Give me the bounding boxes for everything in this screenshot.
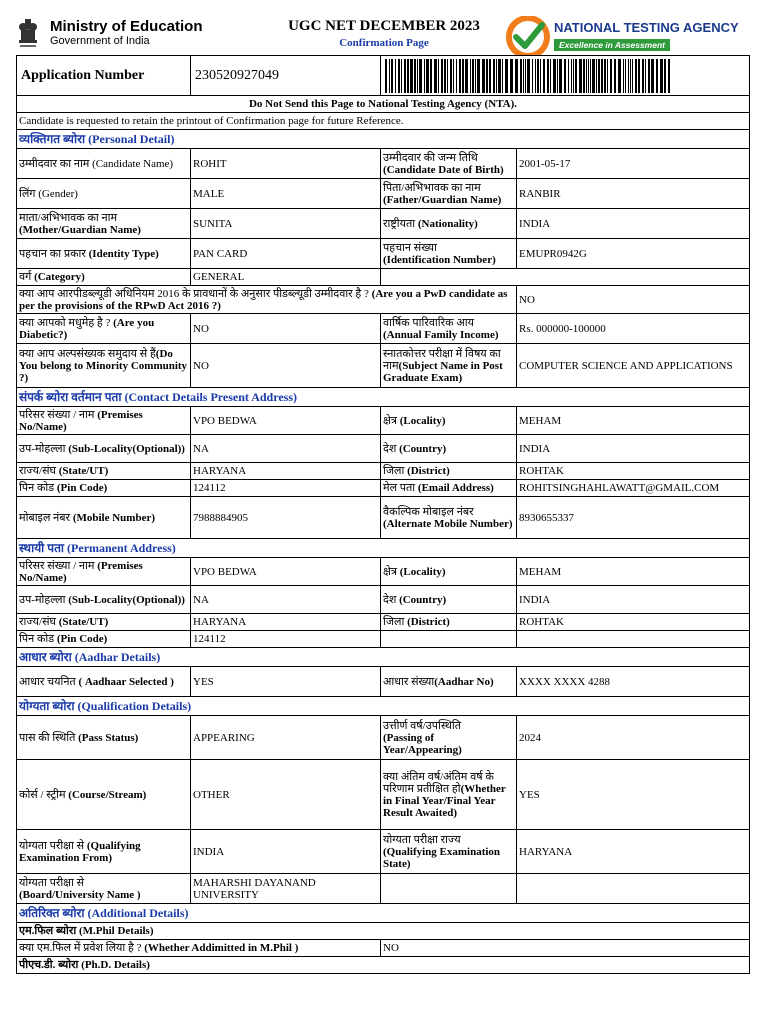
section-permanent: स्थायी पता (Permanent Address) [17, 539, 750, 558]
label-final-year: क्या अंतिम वर्ष/अंतिम वर्ष के परिणाम प्रतीक्षित हो(Whether in Final Year/Final Year Result Awaited) [381, 760, 517, 830]
value-mphil-admitted: NO [381, 940, 750, 957]
value-alt-mobile: 8930655337 [517, 497, 750, 539]
label-email: मेल पता (Email Address) [381, 480, 517, 497]
label-minority: क्या आप अल्पसंख्यक समुदाय से हैं(Do You belong to Minority Community ?) [17, 344, 191, 388]
confirmation-table [16, 55, 750, 974]
label-category: वर्ग (Category) [17, 269, 191, 286]
label-board-university: योग्यता परीक्षा से (Board/University Name ) [17, 874, 191, 904]
label-perm-state: राज्य/संघ (State/UT) [17, 614, 191, 631]
label-gender: लिंग (Gender) [17, 179, 191, 209]
label-locality: क्षेत्र (Locality) [381, 407, 517, 435]
value-state: HARYANA [191, 463, 381, 480]
label-perm-premises: परिसर संख्या / नाम (Premises No/Name) [17, 558, 191, 586]
section-contact: संपर्क ब्योरा वर्तमान पता (Contact Details Present Address) [17, 388, 750, 407]
label-income: वार्षिक पारिवारिक आय (Annual Family Income) [381, 314, 517, 344]
label-pass-status: पास की स्थिति (Pass Status) [17, 716, 191, 760]
barcode-cell [381, 56, 750, 96]
label-mobile: मोबाइल नंबर (Mobile Number) [17, 497, 191, 539]
value-perm-district: ROHTAK [517, 614, 750, 631]
label-perm-sublocality: उप-मोहल्ला (Sub-Locality(Optional)) [17, 586, 191, 614]
label-aadhaar-selected: आधार चयनित ( Aadhaar Selected ) [17, 667, 191, 697]
value-gender: MALE [191, 179, 381, 209]
barcode-icon [385, 59, 670, 93]
value-board-university: MAHARSHI DAYANAND UNIVERSITY [191, 874, 381, 904]
value-diabetic: NO [191, 314, 381, 344]
label-pg-subject: स्नातकोत्तर परीक्षा में विषय का नाम(Subject Name in Post Graduate Exam) [381, 344, 517, 388]
value-email: ROHITSINGHAHLAWATT@GMAIL.COM [517, 480, 750, 497]
value-pass-status: APPEARING [191, 716, 381, 760]
label-perm-pin: पिन कोड (Pin Code) [17, 631, 191, 648]
label-diabetic: क्या आपको मधुमेह है ? (Are you Diabetic?) [17, 314, 191, 344]
label-identity-type: पहचान का प्रकार (Identity Type) [17, 239, 191, 269]
label-aadhar-number: आधार संख्या(Aadhar No) [381, 667, 517, 697]
value-candidate-name: ROHIT [191, 149, 381, 179]
value-mobile: 7988884905 [191, 497, 381, 539]
value-mother: SUNITA [191, 209, 381, 239]
value-minority: NO [191, 344, 381, 388]
value-pin: 124112 [191, 480, 381, 497]
phd-details-title: पीएच.डी. ब्योरा (Ph.D. Details) [17, 957, 750, 974]
label-country: देश (Country) [381, 435, 517, 463]
page-header [0, 0, 768, 55]
exam-title: UGC NET DECEMBER 2023 [288, 18, 480, 34]
value-course: OTHER [191, 760, 381, 830]
value-perm-locality: MEHAM [517, 558, 750, 586]
value-aadhaar-selected: YES [191, 667, 381, 697]
label-nationality: राष्ट्रीयता (Nationality) [381, 209, 517, 239]
label-course: कोर्स / स्ट्रीम (Course/Stream) [17, 760, 191, 830]
label-perm-locality: क्षेत्र (Locality) [381, 558, 517, 586]
label-dob: उम्मीदवार की जन्म तिथि (Candidate Date of Birth) [381, 149, 517, 179]
value-pwd: NO [517, 286, 750, 314]
value-perm-sublocality: NA [191, 586, 381, 614]
label-qual-exam-state: योग्यता परीक्षा राज्य (Qualifying Examination State) [381, 830, 517, 874]
value-father: RANBIR [517, 179, 750, 209]
value-nationality: INDIA [517, 209, 750, 239]
label-father: पिता/अभिभावक का नाम (Father/Guardian Name) [381, 179, 517, 209]
value-aadhar-number: XXXX XXXX 4288 [517, 667, 750, 697]
label-mphil-admitted: क्या एम.फिल में प्रवेश लिया है ? (Whether Addimitted in M.Phil ) [17, 940, 381, 957]
value-identity-type: PAN CARD [191, 239, 381, 269]
retain-notice: Candidate is requested to retain the printout of Confirmation page for future Reference. [17, 113, 750, 130]
value-qual-exam-state: HARYANA [517, 830, 750, 874]
label-identification-number: पहचान संख्या (Identification Number) [381, 239, 517, 269]
ministry-subtitle: Government of India [50, 35, 150, 47]
label-state: राज्य/संघ (State/UT) [17, 463, 191, 480]
do-not-send-notice: Do Not Send this Page to National Testing Agency (NTA). [17, 96, 750, 113]
section-personal: व्यक्तिगत ब्योरा (Personal Detail) [17, 130, 750, 149]
value-pg-subject: COMPUTER SCIENCE AND APPLICATIONS [517, 344, 750, 388]
label-alt-mobile: वैकल्पिक मोबाइल नंबर (Alternate Mobile Number) [381, 497, 517, 539]
value-perm-country: INDIA [517, 586, 750, 614]
value-perm-state: HARYANA [191, 614, 381, 631]
value-country: INDIA [517, 435, 750, 463]
section-qualification: योग्यता ब्योरा (Qualification Details) [17, 697, 750, 716]
label-mother: माता/अभिभावक का नाम (Mother/Guardian Name) [17, 209, 191, 239]
nta-logo-block [506, 16, 739, 56]
label-passing-year: उत्तीर्ण वर्ष/उपस्थिति (Passing of Year/Appearing) [381, 716, 517, 760]
value-premises: VPO BEDWA [191, 407, 381, 435]
nta-logo-icon [506, 16, 550, 56]
label-perm-district: जिला (District) [381, 614, 517, 631]
agency-tagline: Excellence in Assessment [554, 39, 670, 51]
value-income: Rs. 000000-100000 [517, 314, 750, 344]
value-perm-pin: 124112 [191, 631, 381, 648]
application-number: 230520927049 [191, 56, 381, 96]
label-pwd: क्या आप आरपीडब्ल्यूडी अधिनियम 2016 के प्रावधानों के अनुसार पीडब्ल्यूडी उम्मीदवार है ? (Are you a PwD candidate as per the provisions of the RPwD Act 2016 ?) [17, 286, 517, 314]
value-passing-year: 2024 [517, 716, 750, 760]
section-aadhar: आधार ब्योरा (Aadhar Details) [17, 648, 750, 667]
value-qual-exam-from: INDIA [191, 830, 381, 874]
value-perm-premises: VPO BEDWA [191, 558, 381, 586]
value-district: ROHTAK [517, 463, 750, 480]
label-perm-country: देश (Country) [381, 586, 517, 614]
application-number-label: Application Number [17, 56, 191, 96]
label-qual-exam-from: योग्यता परीक्षा से (Qualifying Examination From) [17, 830, 191, 874]
label-pin: पिन कोड (Pin Code) [17, 480, 191, 497]
value-identification-number: EMUPR0942G [517, 239, 750, 269]
label-district: जिला (District) [381, 463, 517, 480]
mphil-details-title: एम.फिल ब्योरा (M.Phil Details) [17, 923, 750, 940]
page-title: Confirmation Page [339, 37, 429, 49]
label-candidate-name: उम्मीदवार का नाम (Candidate Name) [17, 149, 191, 179]
value-category: GENERAL [191, 269, 381, 286]
value-dob: 2001-05-17 [517, 149, 750, 179]
label-sublocality: उप-मोहल्ला (Sub-Locality(Optional)) [17, 435, 191, 463]
label-premises: परिसर संख्या / नाम (Premises No/Name) [17, 407, 191, 435]
value-sublocality: NA [191, 435, 381, 463]
ministry-title: Ministry of Education [50, 18, 203, 35]
value-locality: MEHAM [517, 407, 750, 435]
section-additional: अतिरिक्त ब्योरा (Additional Details) [17, 904, 750, 923]
value-final-year: YES [517, 760, 750, 830]
agency-name: NATIONAL TESTING AGENCY [554, 19, 739, 35]
